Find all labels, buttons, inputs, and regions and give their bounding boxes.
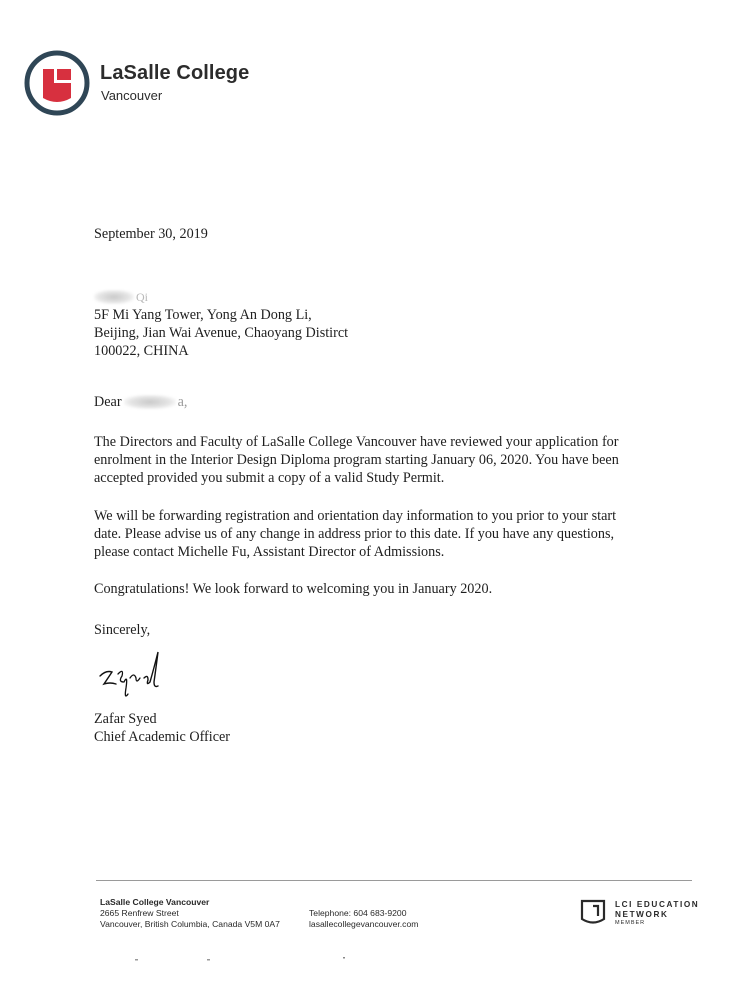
paragraph-line: We will be forwarding registration and orientation day information to you prior to your start (94, 508, 617, 524)
lci-network-icon (580, 899, 606, 926)
paragraph-line: enrolment in the Interior Design Diploma program starting January 06, 2020. You have been (94, 452, 619, 468)
college-logo (24, 50, 364, 120)
recipient-name-redacted (94, 288, 348, 306)
paragraph-registration (94, 507, 664, 561)
salutation (94, 393, 187, 411)
footer-street: 2665 Renfrew Street (100, 908, 179, 918)
college-campus: Vancouver (101, 88, 163, 103)
paragraph-line: Congratulations! We look forward to welcoming you in January 2020. (94, 581, 493, 597)
scan-specks (0, 955, 750, 967)
footer-telephone: Telephone: 604 683-9200 (309, 908, 407, 918)
paragraph-line: The Directors and Faculty of LaSalle College Vancouver have reviewed your application for (94, 434, 619, 450)
address-line: 5F Mi Yang Tower, Yong An Dong Li, (94, 307, 312, 323)
salutation-word: Dear (94, 394, 122, 410)
handwritten-signature (96, 648, 176, 708)
paragraph-line: accepted provided you submit a copy of a valid Study Permit. (94, 470, 445, 486)
redaction-blur (94, 290, 134, 304)
signer-block (94, 710, 230, 746)
letter-date: September 30, 2019 (94, 226, 208, 242)
recipient-name-fragment: Qi (136, 290, 148, 304)
footer-website: lasallecollegevancouver.com (309, 919, 419, 929)
paragraph-congratulations (94, 580, 664, 598)
footer-org-name: LaSalle College Vancouver (100, 897, 210, 907)
footer-contact (309, 908, 418, 930)
paragraph-line: date. Please advise us of any change in address prior to this date. If you have any questions, (94, 526, 615, 542)
college-name: LaSalle College (100, 62, 250, 84)
lci-line-2: NETWORK (615, 909, 669, 919)
signer-title: Chief Academic Officer (94, 729, 231, 745)
recipient-address (94, 288, 348, 360)
lci-network-label (615, 900, 699, 927)
lasalle-logo-icon (24, 50, 90, 116)
address-line: 100022, CHINA (94, 343, 189, 359)
address-line: Beijing, Jian Wai Avenue, Chaoyang Distirct (94, 325, 349, 341)
footer-city: Vancouver, British Columbia, Canada V5M 0A7 (100, 919, 280, 929)
paragraph-acceptance (94, 433, 664, 487)
redaction-blur (124, 395, 176, 409)
lci-member: MEMBER (615, 920, 646, 926)
closing: Sincerely, (94, 622, 151, 638)
signer-name: Zafar Syed (94, 711, 157, 727)
paragraph-line: please contact Michelle Fu, Assistant Director of Admissions. (94, 544, 445, 560)
footer-address (100, 897, 280, 930)
footer-divider (96, 880, 692, 881)
salutation-tail: a, (177, 394, 188, 410)
lci-line-1: LCI EDUCATION (615, 900, 700, 909)
